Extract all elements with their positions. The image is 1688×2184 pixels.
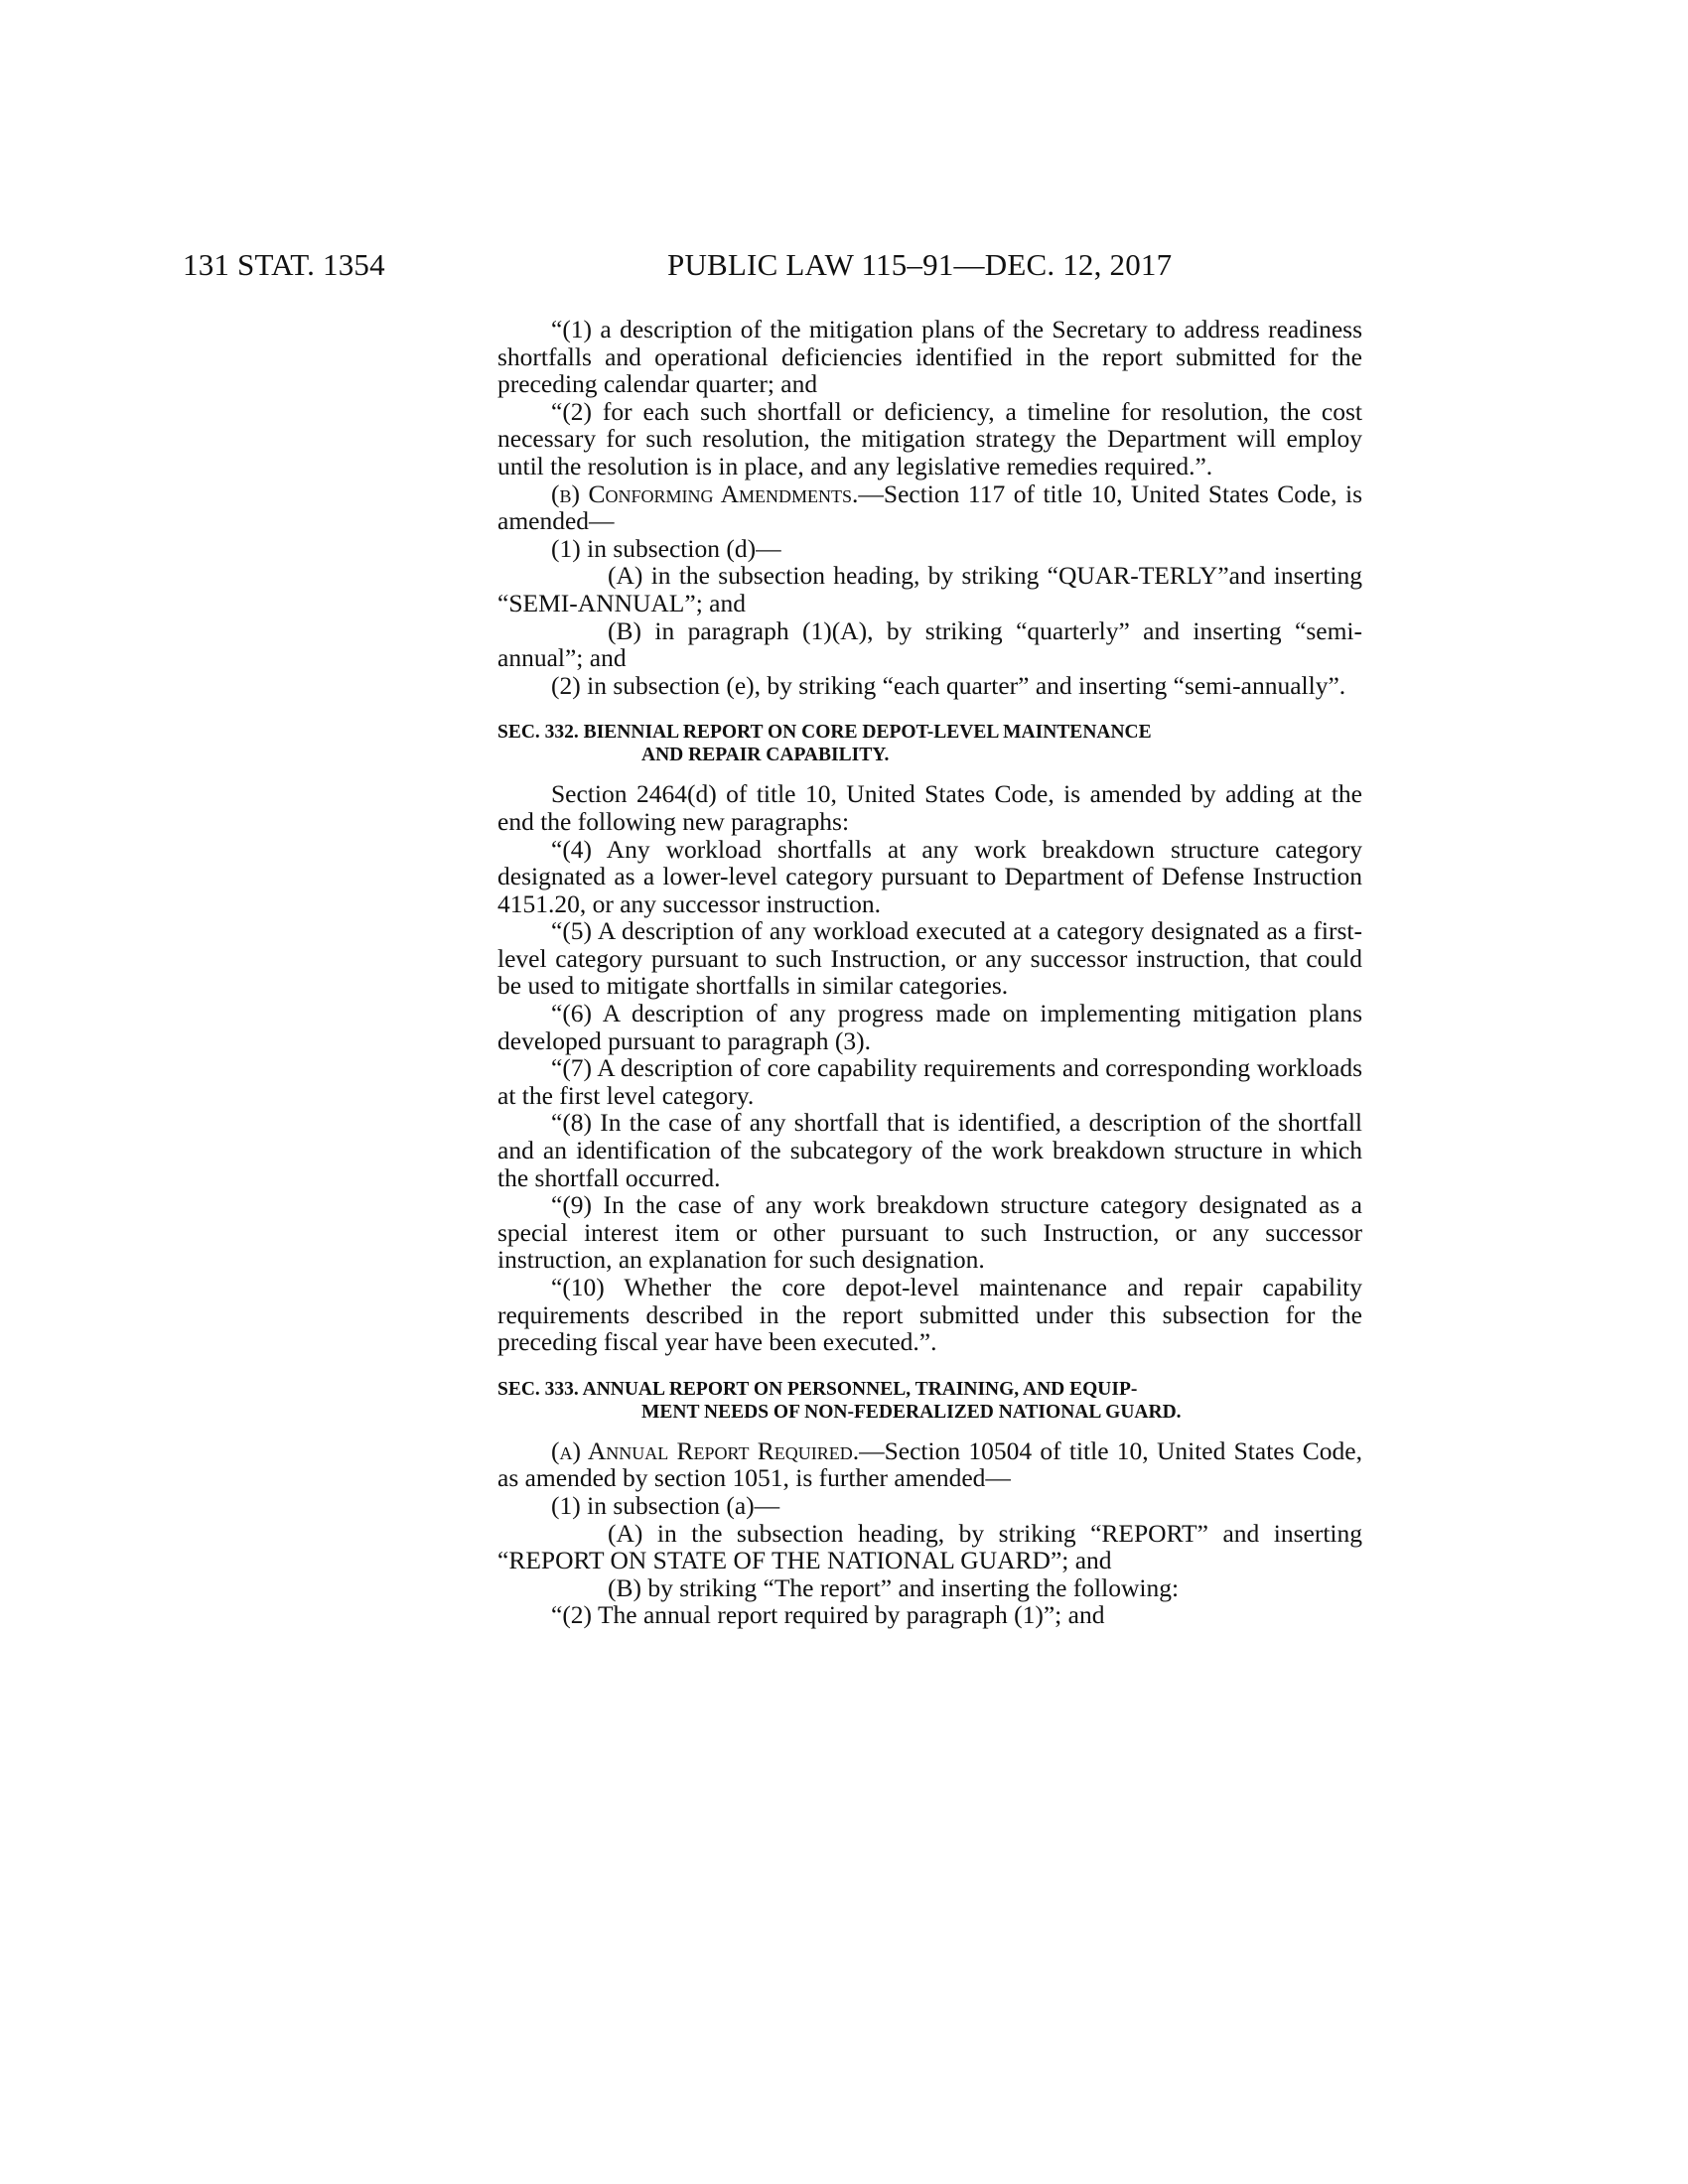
paragraph: (A) in the subsection heading, by striking “REPORT” and inserting “REPORT ON STATE OF THE NATIONAL GUARD”; and: [497, 1518, 1362, 1575]
paragraph: (a) Annual Report Required.—Section 10504 of title 10, United States Code, as amended by section 1051, is further amended—: [497, 1435, 1362, 1493]
paragraph: “(1) a description of the mitigation plans of the Secretary to address readiness shortfalls and operational deficiencies identified in the report submitted for the preceding calendar quarter; and: [497, 315, 1362, 399]
paragraph: (B) in paragraph (1)(A), by striking “quarterly” and inserting “semi-annual”; and: [497, 615, 1362, 673]
paragraph: “(2) for each such shortfall or deficiency, a timeline for resolution, the cost necessary for such resolution, the mitigation strategy the Department will employ until the resolution is in place, and any legislative remedies required.”.: [497, 396, 1362, 480]
paragraph: “(10) Whether the core depot-level maintenance and repair capability requirements described in the report submitted under this subsection for the preceding fiscal year have been executed.”.: [497, 1273, 1362, 1357]
paragraph: “(4) Any workload shortfalls at any work breakdown structure category designated as a lower-level category pursuant to Department of Defense Instruction 4151.20, or any successor instruction.: [497, 834, 1362, 918]
paragraph: “(2) The annual report required by paragraph (1)”; and: [551, 1600, 1105, 1630]
paragraph: Section 2464(d) of title 10, United States Code, is amended by adding at the end the following new paragraphs:: [497, 779, 1362, 836]
paragraph: (B) by striking “The report” and inserting the following:: [608, 1572, 1180, 1602]
paragraph: (b) Conforming Amendments.—Section 117 of title 10, United States Code, is amended—: [497, 478, 1362, 536]
document-body: [497, 316, 1362, 1629]
section-heading-332: SEC. 332. BIENNIAL REPORT ON CORE DEPOT-LEVEL MAINTENANCE AND REPAIR CAPABILITY.: [497, 722, 1152, 766]
paragraph: “(5) A description of any workload executed at a category designated as a first-level category pursuant to such Instruction, or any successor instruction, that could be used to mitigate shortfalls in similar categories.: [497, 916, 1362, 1001]
paragraph: “(6) A description of any progress made on implementing mitigation plans developed pursuant to paragraph (3).: [497, 999, 1362, 1055]
paragraph: (1) in subsection (d)—: [551, 533, 781, 563]
section-heading-333: SEC. 333. ANNUAL REPORT ON PERSONNEL, TRAINING, AND EQUIP- MENT NEEDS OF NON-FEDERALIZED NATIONAL GUARD.: [497, 1378, 1182, 1423]
public-law-title: PUBLIC LAW 115–91—DEC. 12, 2017: [667, 247, 1173, 282]
paragraph: “(8) In the case of any shortfall that is identified, a description of the shortfall and an identification of the subcategory of the work breakdown structure in which the shortfall occurred.: [497, 1108, 1362, 1192]
paragraph: “(7) A description of core capability requirements and corresponding workloads at the first level category.: [497, 1053, 1362, 1110]
paragraph: (1) in subsection (a)—: [551, 1490, 780, 1520]
paragraph: (2) in subsection (e), by striking “each quarter” and inserting “semi-annually”.: [551, 670, 1346, 700]
statute-page-number: 131 STAT. 1354: [183, 247, 385, 282]
paragraph: (A) in the subsection heading, by striking “QUAR-TERLY”and inserting “SEMI-ANNUAL”; and: [497, 561, 1362, 617]
page-header: [183, 245, 1194, 285]
paragraph: “(9) In the case of any work breakdown structure category designated as a special interest item or other pursuant to such Instruction, or any successor instruction, an explanation for such designation.: [497, 1190, 1362, 1275]
